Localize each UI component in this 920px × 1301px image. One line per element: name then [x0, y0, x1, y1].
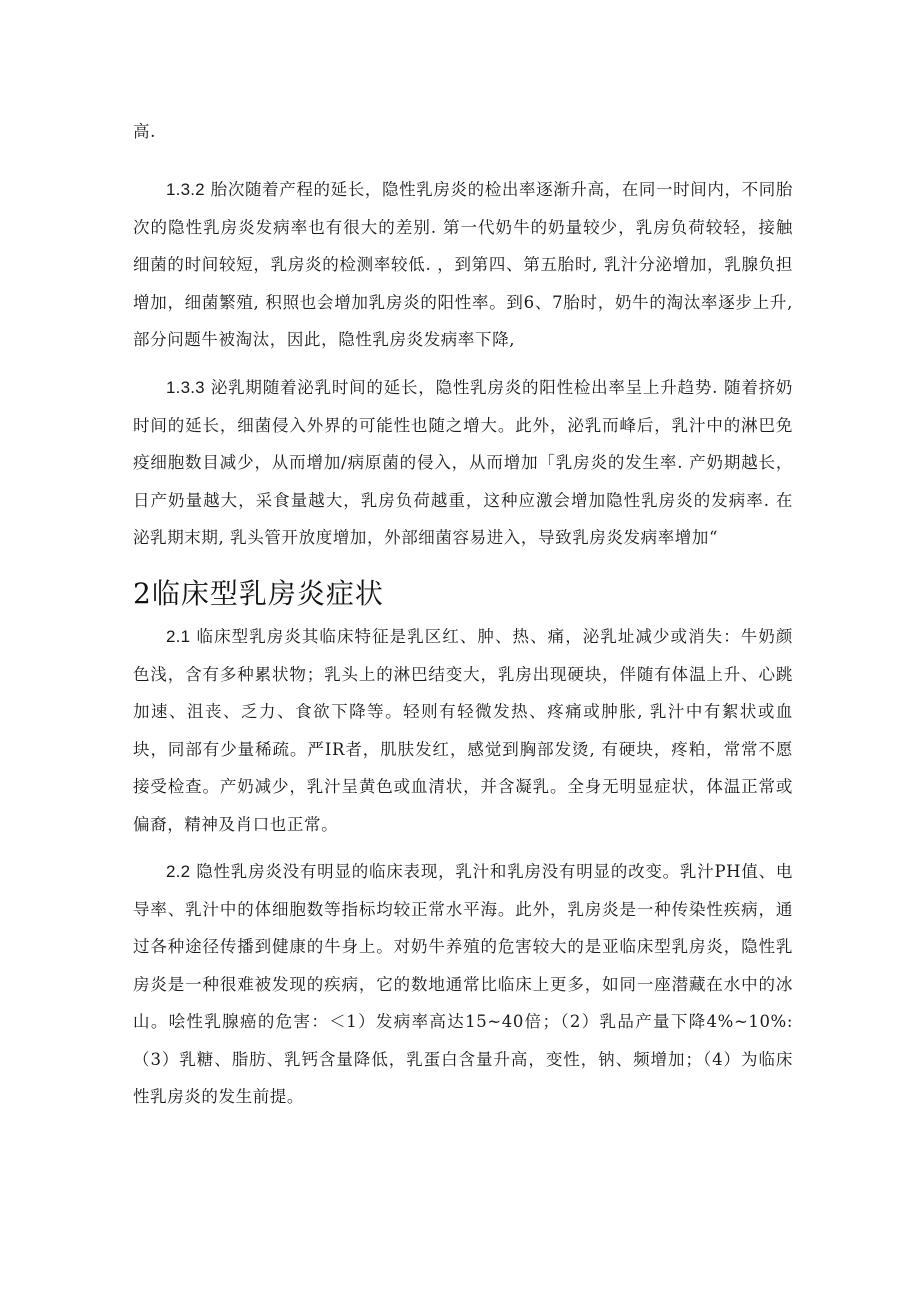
- paragraph-1-3-2: [133, 171, 793, 359]
- paragraph-number: 1.3.3: [166, 378, 205, 397]
- paragraph-number: 2.1: [166, 627, 191, 646]
- paragraph-text: 隐性乳房炎没有明显的临床表现，乳汁和乳房没有明显的改变。乳汁PH值、电导率、乳汁中的体细胞数等指标均较正常水平海。此外，乳房炎是一种传染性疾病，通过各种途径传播到健康的牛身上。对奶牛养殖的危害较大的是亚临床型乳房炎，隐性乳房炎是一种很难被发现的疾病，它的数地通常比临床上更多，如同一座潜藏在水中的冰山。哙性乳腺癌的危害：＜1）发病率高达15~40倍；（2）乳品产量下降4%~10%:（3）乳糖、脂肪、乳钙含量降低，乳蛋白含量升高，变性，钠、频增加；（4）为临床性乳房炎的发生前提。: [133, 862, 793, 1106]
- paragraph-text: 高.: [133, 122, 156, 141]
- paragraph-2-1: [133, 618, 793, 843]
- paragraph-text: 临床型乳房炎其临床特征是乳区红、肿、热、痛，泌乳址减少或消失：牛奶颜色浅，含有多种累状物；乳头上的淋巴结变大，乳房出现硬块，伴随有体温上升、心跳加速、沮丧、乏力、食欲下降等。轻则有轻微发热、疼痛或肿胀, 乳汁中有絮状或血块，同部有少量稀疏。严IR者，肌肤发红，感觉到胸部发烫, 有硬块，疼粕，常常不愿接受检查。产奶减少，乳汁呈黄色或血清状，并含凝乳。全身无明显症状，体温正常或偏裔，精神及肖口也正常。: [133, 627, 793, 834]
- paragraph-number: 2.2: [166, 862, 191, 881]
- paragraph-text: 泌乳期随着泌乳时间的延长，隐性乳房炎的阳性检出率呈上升趋势. 随着挤奶时间的延长，细菌侵入外界的可能性也随之增大。此外，泌乳而峰后，乳汁中的淋巴免疫细胞数目减少，从而增加/病原菌的侵入，从而增加「乳房炎的发生率. 产奶期越长，日产奶量越大，采食量越大，乳房负荷越重，这种应激会增加隐性乳房炎的发病率. 在泌乳期末期, 乳头管开放度增加，外部细菌容易进入，导致乳房炎发病率增加“: [133, 378, 793, 547]
- paragraph-1-3-3: [133, 369, 793, 557]
- section-heading-2: 2临床型乳房炎症状: [133, 577, 384, 610]
- paragraph-fragment: [133, 113, 156, 151]
- paragraph-text: 胎次随着产程的延长，隐性乳房炎的检出率逐渐升高，在同一时间内，不同胎次的隐性乳房炎发病率也有很大的差别. 第一代奶牛的奶量较少，乳房负荷较轻，接触细菌的时间较短，乳房炎的检测率较低. ，到第四、第五胎时, 乳汁分泌增加，乳腺负担增加，细菌繁殖, 积照也会增加乳房炎的阳性率。到6、7胎时，奶牛的淘汰率逐步上升, 部分问题牛被淘汰，因此，隐性乳房炎发病率下降,: [133, 180, 793, 349]
- paragraph-2-2: [133, 853, 793, 1116]
- paragraph-number: 1.3.2: [166, 180, 205, 199]
